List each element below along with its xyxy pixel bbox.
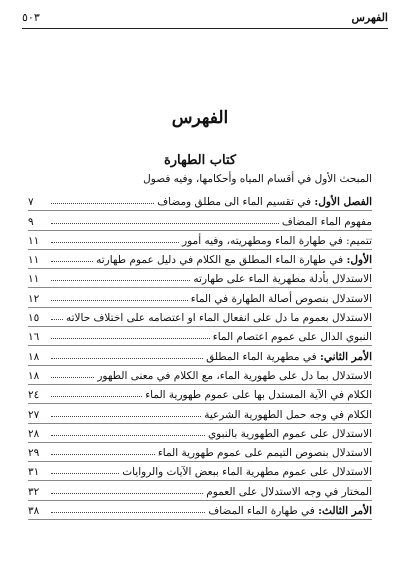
toc-entry [28, 208, 372, 227]
toc-page-number: ١٥ [28, 312, 40, 325]
toc-page-number: ١١ [28, 254, 40, 267]
toc-entry-text: في تقسيم الماء الى مطلق ومضاف [157, 196, 315, 209]
toc-page-number: ١٢ [28, 292, 40, 305]
toc-entry [28, 343, 372, 362]
toc-entry-lead-word: الأمر الثاني: [319, 350, 372, 363]
toc-entry-text: الاستدلال بنصوص أصالة الطهارة في الماء [190, 292, 372, 305]
toc-entry [28, 285, 372, 304]
dot-leader [51, 377, 94, 378]
toc-entry-text: الاستدلال على عموم مطهرية الماء ببعض الآيات والروايات [122, 466, 372, 479]
toc-entry-title [193, 273, 372, 285]
toc-entry [28, 401, 372, 420]
toc-entry-title [204, 409, 372, 421]
toc-entry-text: الاستدلال بعموم ما دل على انفعال الماء او اعتصامه على اختلاف حالاته [65, 312, 372, 325]
dot-leader [51, 261, 93, 262]
toc-entry-title [158, 447, 372, 459]
toc-entry [28, 440, 372, 459]
toc-entry-text: تتميم: في طهارة الماء ومطهريته، وفيه أمور [182, 234, 372, 247]
page-header [22, 6, 388, 29]
toc-entry-title [213, 331, 372, 343]
toc-entry-text: في مطهرية الماء المطلق [206, 350, 320, 363]
toc-page-number: ١١ [28, 234, 40, 247]
toc-page-number: ١٨ [28, 350, 40, 363]
toc-entry-text: الكلام في الآية المستدل بها على عموم طهورية الماء [145, 389, 372, 402]
dot-leader [51, 223, 279, 224]
toc-entry [28, 305, 372, 324]
toc-page-number: ٢٩ [28, 447, 40, 460]
toc-entry-text: النبوي الدال على عموم اعتصام الماء [212, 331, 372, 344]
toc-entry [28, 247, 372, 266]
toc-entry [28, 324, 372, 343]
toc-entry-lead-word: الأمر الثالث: [318, 505, 372, 518]
dot-leader [51, 300, 188, 301]
toc-entry [28, 382, 372, 401]
toc-entry [28, 363, 372, 382]
toc-entry-text: في طهارة الماء المضاف [208, 505, 319, 518]
toc-entry-title [282, 216, 372, 228]
toc-entry [28, 189, 372, 208]
dot-leader [51, 338, 210, 339]
toc-entry-title [66, 312, 372, 324]
toc-entry-title [206, 486, 372, 498]
toc-page-number: ٩ [28, 215, 34, 228]
toc-entry-lead-word: الفصل الأول: [314, 196, 372, 209]
toc-entries [28, 189, 372, 517]
toc-entry-text: المختار في وجه الاستدلال على العموم [206, 485, 372, 498]
toc-entry-title [122, 466, 372, 478]
toc-page-number: ١٦ [28, 331, 40, 344]
dot-leader [51, 319, 63, 320]
dot-leader [51, 435, 205, 436]
dot-leader [51, 242, 179, 243]
running-title: الفهرس [351, 11, 388, 24]
toc-page-number: ٣٢ [28, 485, 40, 498]
toc-entry [28, 478, 372, 497]
page-number: ٥٠٣ [22, 11, 40, 24]
dot-leader [51, 473, 119, 474]
book-title: كتاب الطهارة [163, 153, 237, 168]
toc-entry-text: الاستدلال بأدلة مطهرية الماء على طهارته [193, 273, 372, 286]
toc-entry [28, 498, 372, 517]
index-title: الفهرس [171, 108, 229, 128]
toc-entry-title [145, 389, 372, 401]
dot-leader [51, 512, 205, 513]
dot-leader [51, 416, 201, 417]
toc-entry-title [191, 293, 372, 305]
toc-entry-title [208, 505, 372, 517]
dot-leader [51, 396, 142, 397]
toc-entry-title [182, 235, 372, 247]
toc-entry [28, 228, 372, 247]
toc-page-number: ٢٨ [28, 427, 40, 440]
toc-entry-title [96, 254, 372, 266]
section-heading: المبحث الأول في أقسام المياه وأحكامها، وفيه فصول [143, 173, 372, 185]
toc-page-number: ٢٧ [28, 408, 40, 421]
toc-page-number: ٢٤ [28, 389, 40, 402]
toc-page-number: ٣٨ [28, 505, 40, 518]
toc-page-number: ٣١ [28, 466, 40, 479]
toc-entry-text: الاستدلال بما دل على طهورية الماء، مع الكلام في معنى الطهور [97, 369, 372, 382]
toc-entry [28, 459, 372, 478]
toc-entry-text: الكلام في وجه حمل الطهورية الشرعية [204, 408, 372, 421]
toc-entry-title [206, 351, 372, 363]
dot-leader [51, 280, 190, 281]
toc-entry-title [208, 428, 372, 440]
dot-leader [51, 454, 155, 455]
dot-leader [51, 358, 203, 359]
dot-leader [51, 203, 154, 204]
toc-entry-text: في طهارة الماء المطلق مع الكلام في دليل عموم طهارته [96, 254, 347, 267]
dot-leader [51, 493, 203, 494]
toc-page-number: ٧ [28, 196, 34, 209]
toc-entry-title [157, 196, 372, 208]
toc-entry [28, 266, 372, 285]
toc-entry-text: الاستدلال بنصوص التيمم على عموم طهورية الماء [157, 447, 372, 460]
toc-entry-text: الاستدلال على عموم الطهورية بالنبوي [207, 427, 372, 440]
toc-entry [28, 421, 372, 440]
toc-page-number: ١١ [28, 273, 40, 286]
toc-entry-title [97, 370, 372, 382]
toc-entry-lead-word: الأول: [346, 254, 372, 267]
toc-entry-text: مفهوم الماء المضاف [281, 215, 372, 228]
toc-page-number: ١٨ [28, 369, 40, 382]
